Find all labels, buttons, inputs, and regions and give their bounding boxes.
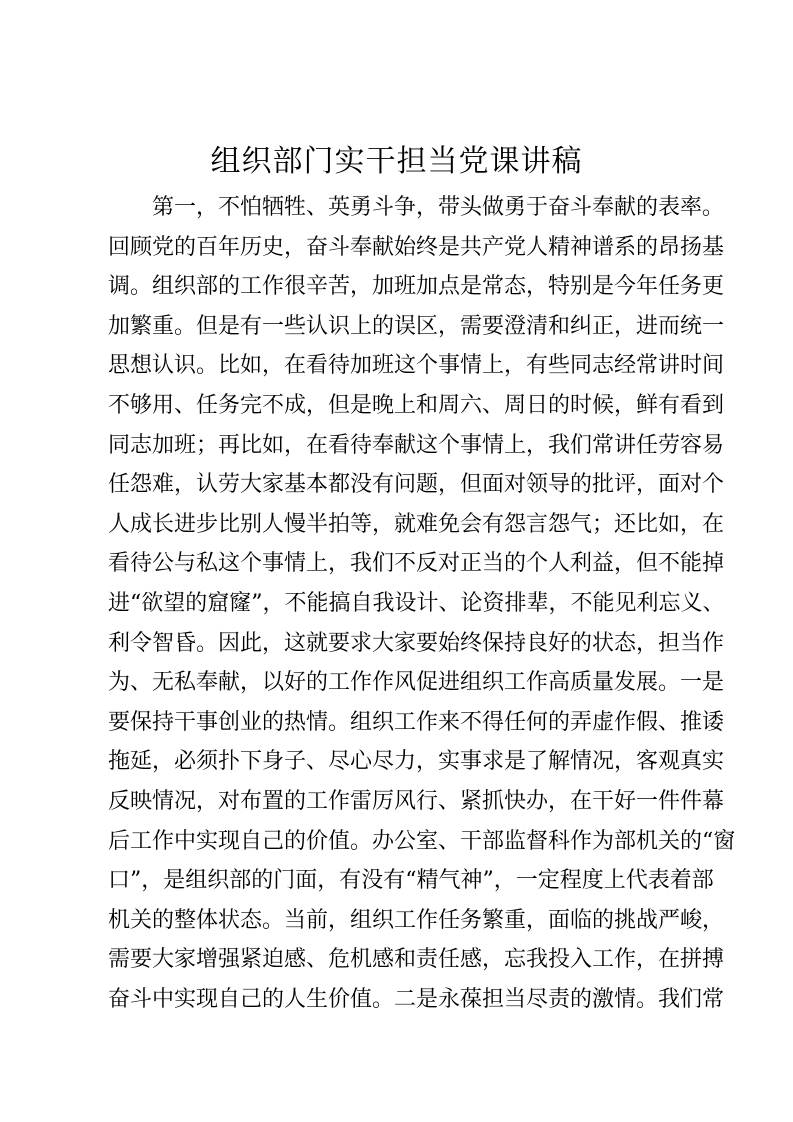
- paragraph-line: 拖延，必须扑下身子、尽心尽力，实事求是了解情况，客观真实: [108, 749, 725, 775]
- paragraph-line: 人成长进步比别人慢半拍等，就难免会有怨言怨气；还比如，在: [108, 511, 725, 537]
- paragraph-line: 利令智昏。因此，这就要求大家要始终保持良好的状态，担当作: [108, 630, 725, 656]
- paragraph-line: 回顾党的百年历史，奋斗奉献始终是共产党人精神谱系的昂扬基: [108, 234, 725, 260]
- paragraph-line: 进“欲望的窟窿”，不能搞自我设计、论资排辈，不能见利忘义、: [108, 590, 725, 616]
- paragraph-line: 任怨难，认劳大家基本都没有问题，但面对领导的批评，面对个: [108, 472, 725, 498]
- paragraph-line: 为、无私奉献，以好的工作作风促进组织工作高质量发展。一是: [108, 670, 725, 696]
- paragraph-line: 看待公与私这个事情上，我们不反对正当的个人利益，但不能掉: [108, 551, 725, 577]
- paragraph-line: 口”，是组织部的门面，有没有“精气神”，一定程度上代表着部: [108, 868, 714, 894]
- paragraph-line: 同志加班；再比如，在看待奉献这个事情上，我们常讲任劳容易: [108, 432, 725, 458]
- paragraph-line: 思想认识。比如，在看待加班这个事情上，有些同志经常讲时间: [108, 353, 725, 379]
- paragraph-line: 加繁重。但是有一些认识上的误区，需要澄清和纠正，进而统一: [108, 313, 725, 339]
- paragraph-line: 需要大家增强紧迫感、危机感和责任感，忘我投入工作，在拼搏: [108, 947, 725, 973]
- paragraph-line: 要保持干事创业的热情。组织工作来不得任何的弄虚作假、推诿: [108, 709, 725, 735]
- paragraph-line: 不够用、任务完不成，但是晚上和周六、周日的时候，鲜有看到: [108, 392, 725, 418]
- document-body: [108, 188, 736, 1019]
- paragraph-line: 第一，不怕牺牲、英勇斗争，带头做勇于奋斗奉献的表率。: [152, 195, 725, 220]
- paragraph-line: 反映情况，对布置的工作雷厉风行、紧抓快办，在干好一件件幕: [108, 788, 725, 814]
- document-title: 组织部门实干担当党课讲稿: [210, 144, 583, 179]
- paragraph-line: 机关的整体状态。当前，组织工作任务繁重，面临的挑战严峻，: [108, 907, 725, 933]
- paragraph-line: 奋斗中实现自己的人生价值。二是永葆担当尽责的激情。我们常: [108, 986, 725, 1012]
- paragraph-line: 后工作中实现自己的价值。办公室、干部监督科作为部机关的“窗: [108, 828, 736, 854]
- paragraph-line: 调。组织部的工作很辛苦，加班加点是常态，特别是今年任务更: [108, 274, 725, 300]
